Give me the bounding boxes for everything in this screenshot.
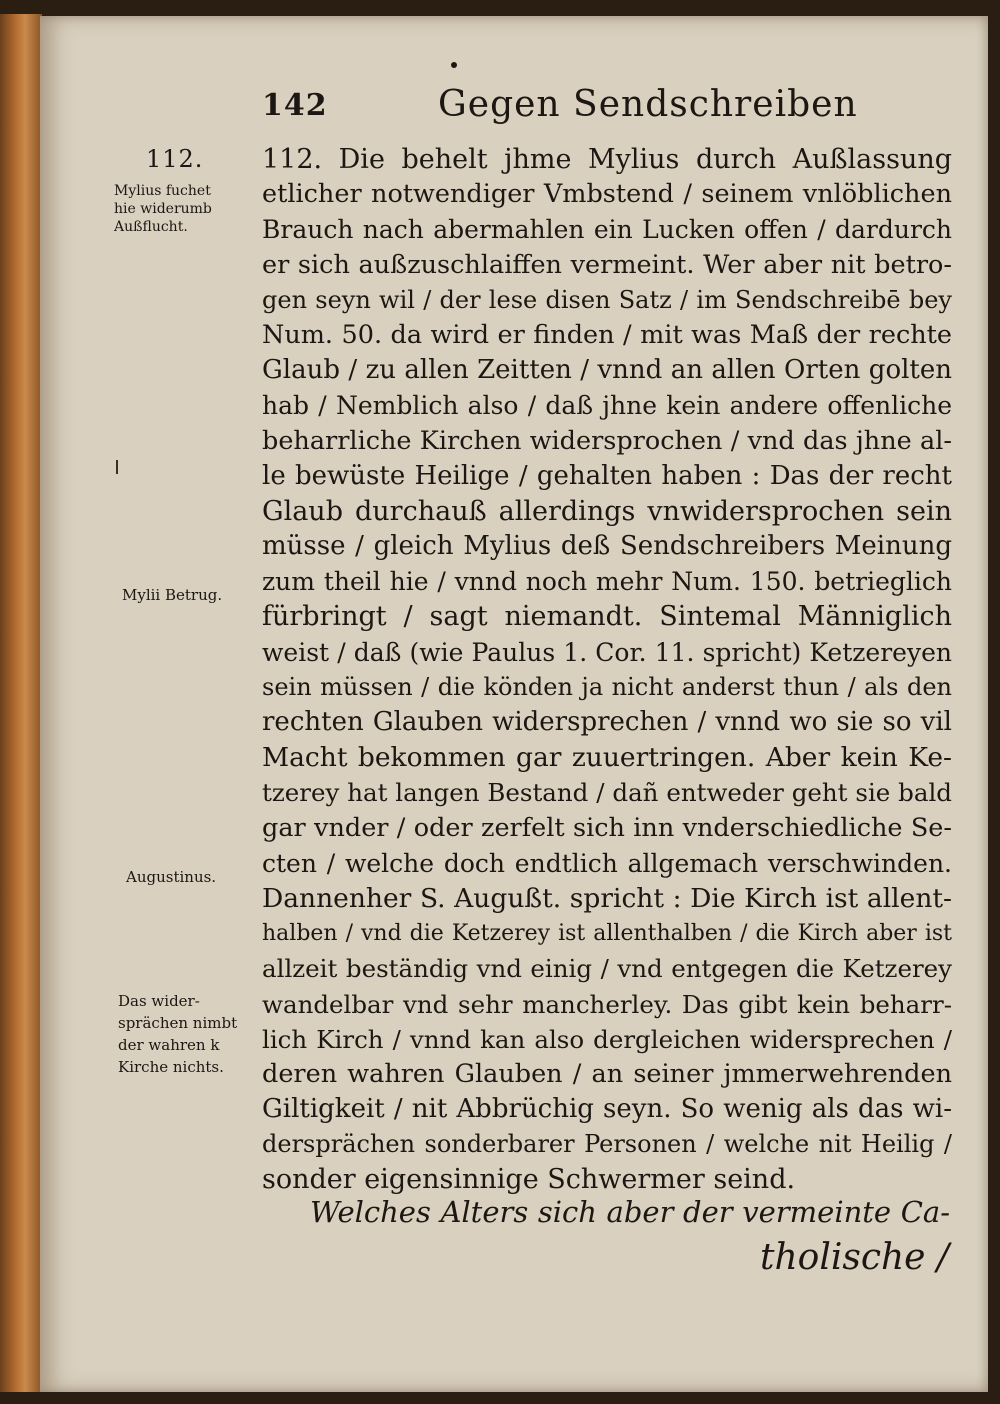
text-line: etlicher notwendiger Vmbstend / seinem vnlöblichen bbox=[262, 179, 952, 210]
text-line: sein müssen / die könden ja nicht anderst thun / als den bbox=[262, 672, 952, 701]
text-line: cten / welche doch endtlich allgemach verschwinden. bbox=[262, 848, 952, 878]
margin-note-line: Mylii Betrug. bbox=[122, 586, 223, 604]
text-line: gar vnder / oder zerfelt sich inn vnderschiedliche Se- bbox=[262, 812, 952, 843]
running-head: Gegen Sendschreiben bbox=[438, 84, 858, 125]
margin-note-line: Mylius fuchet bbox=[114, 183, 211, 199]
text-line: deren wahren Glauben / an seiner jmmerwehrenden bbox=[262, 1058, 952, 1089]
margin-note-line: Außflucht. bbox=[114, 219, 188, 235]
margin-note-augustinus bbox=[126, 868, 216, 886]
text-line: Num. 50. da wird er finden / mit was Maß der rechte bbox=[262, 319, 952, 350]
margin-note-widersprechen bbox=[118, 990, 237, 1078]
text-line: le bewüste Heilige / gehalten haben : Das der recht bbox=[262, 460, 952, 491]
text-line: zum theil hie / vnnd noch mehr Num. 150. betrieglich bbox=[262, 567, 952, 597]
text-line: er sich außzuschlaiffen vermeint. Wer aber nit betro- bbox=[262, 249, 952, 280]
catchword-line-2: tholische / bbox=[760, 1237, 950, 1278]
text-line: allzeit beständig vnd einig / vnd entgegen die Ketzerey bbox=[262, 954, 952, 984]
text-line: wandelbar vnd sehr mancherley. Das gibt kein beharr- bbox=[262, 989, 952, 1019]
text-line: weist / daß (wie Paulus 1. Cor. 11. spricht) Ketzereyen bbox=[262, 637, 952, 667]
text-line: Glaub durchauß allerdings vnwidersprochen sein bbox=[262, 495, 952, 527]
text-line: Giltigkeit / nit Abbrüchig seyn. So wenig als das wi- bbox=[262, 1094, 952, 1125]
text-line: Brauch nach abermahlen ein Lucken offen / dardurch bbox=[262, 215, 952, 245]
text-line: gen seyn wil / der lese disen Satz / im Sendschreibē bey bbox=[262, 285, 952, 314]
text-line: Macht bekommen gar zuuertringen. Aber kein Ke- bbox=[262, 742, 952, 774]
margin-note-line: Kirche nichts. bbox=[118, 1058, 224, 1076]
body-text bbox=[262, 142, 952, 1198]
signature-dot bbox=[451, 62, 457, 68]
margin-note-line: Augustinus. bbox=[126, 868, 217, 886]
text-line: Glaub / zu allen Zeitten / vnnd an allen Orten golten bbox=[262, 355, 952, 386]
margin-note-betrug bbox=[122, 586, 222, 604]
margin-note-line: hie widerumb bbox=[114, 201, 212, 217]
text-line: rechten Glauben widersprechen / vnnd wo sie so vil bbox=[262, 707, 952, 737]
margin-section-number: 112. bbox=[146, 145, 204, 173]
margin-note-mylius bbox=[114, 182, 212, 236]
text-line: tzerey hat langen Bestand / dañ entweder geht sie bald bbox=[262, 778, 952, 808]
text-line: dersprächen sonderbarer Personen / welche nit Heilig / bbox=[262, 1130, 952, 1159]
book-edge bbox=[0, 14, 42, 1392]
margin-note-line: sprächen nimbt bbox=[118, 1014, 238, 1032]
margin-note-line: der wahren k bbox=[118, 1036, 220, 1054]
text-line: hab / Nemblich also / daß jhne kein andere offenliche bbox=[262, 391, 952, 421]
text-line: Dannenher S. Augußt. spricht : Die Kirch ist allent- bbox=[262, 882, 952, 914]
text-line: lich Kirch / vnnd kan also dergleichen widersprechen / bbox=[262, 1024, 952, 1054]
text-line: sonder eigensinnige Schwermer seind. bbox=[262, 1164, 796, 1196]
text-line: müsse / gleich Mylius deß Sendschreibers Meinung bbox=[262, 531, 952, 562]
stray-mark bbox=[116, 460, 118, 474]
catchword-line-1: Welches Alters sich aber der vermeinte Ca- bbox=[310, 1195, 950, 1229]
margin-note-line: Das wider- bbox=[118, 992, 200, 1010]
text-line: fürbringt / sagt niemandt. Sintemal Männiglich bbox=[262, 601, 952, 633]
text-line: beharrliche Kirchen widersprochen / vnd das jhne al- bbox=[262, 425, 952, 456]
page-number: 142 bbox=[262, 88, 328, 123]
text-line: 112. Die behelt jhme Mylius durch Außlassung bbox=[262, 144, 952, 175]
text-line: halben / vnd die Ketzerey ist allenthalben / die Kirch aber ist bbox=[262, 921, 952, 947]
